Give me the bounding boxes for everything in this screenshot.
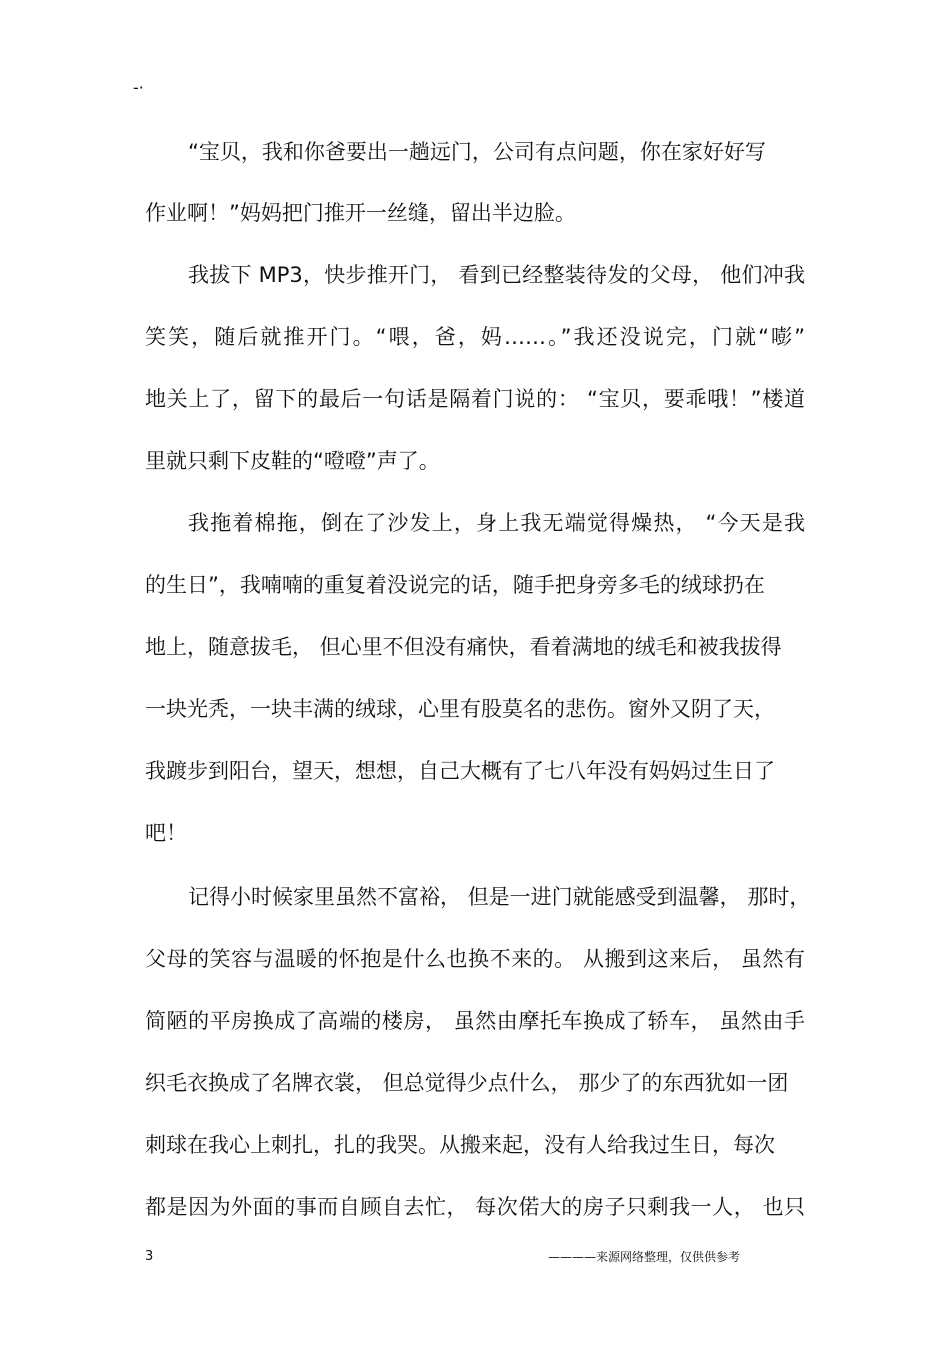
text-line-11: 我踱步到阳台，望天，想想，自己大概有了七八年没有妈妈过生日了 [145, 759, 775, 783]
footer-note: ————来源网络整理，仅供供参考 [548, 1250, 741, 1264]
text-line-18: 都是因为外面的事而自顾自去忙， 每次偌大的房子只剩我一人， 也只 [145, 1195, 805, 1219]
text-line-6: 里就只剩下皮鞋的“噔噔”声了。 [145, 449, 440, 473]
text-line-9: 地上，随意拔毛， 但心里不但没有痛快，看着满地的绒毛和被我拔得 [145, 635, 782, 659]
text-line-2: 作业啊！”妈妈把门推开一丝缝，留出半边脸。 [145, 201, 576, 225]
text-line-17: 刺球在我心上刺扎，扎的我哭。从搬来起，没有人给我过生日，每次 [145, 1133, 775, 1157]
text-line-16: 织毛衣换成了名牌衣裳， 但总觉得少点什么， 那少了的东西犹如一团 [145, 1071, 789, 1095]
text-line-1: “宝贝，我和你爸要出一趟远门，公司有点问题，你在家好好写 [188, 140, 766, 164]
text-line-12: 吧！ [145, 821, 187, 845]
text-line-5: 地关上了，留下的最后一句话是隔着门说的： “宝贝，要乖哦！”楼道 [145, 387, 805, 411]
text-line-15: 简陋的平房换成了高端的楼房， 虽然由摩托车换成了轿车， 虽然由手 [145, 1009, 805, 1033]
text-line-13: 记得小时候家里虽然不富裕， 但是一进门就能感受到温馨， 那时， [188, 885, 811, 909]
text-line-14: 父母的笑容与温暖的怀抱是什么也换不来的。 从搬到这来后， 虽然有 [145, 947, 805, 971]
text-line-10: 一块光秃，一块丰满的绒球，心里有股莫名的悲伤。窗外又阴了天， [145, 697, 775, 721]
text-line-4: 笑笑，随后就推开门。“喂，爸，妈……。”我还没说完，门就“嘭” [145, 325, 805, 349]
text-line-8: 的生日”，我喃喃的重复着没说完的话，随手把身旁多毛的绒球扔在 [145, 573, 765, 597]
page-number: 3 [145, 1249, 154, 1264]
text-line-3: 我拔下 MP3，快步推开门， 看到已经整装待发的父母， 他们冲我 [188, 263, 805, 287]
text-line-7: 我拖着棉拖，倒在了沙发上，身上我无端觉得燥热， “今天是我 [188, 511, 805, 535]
header-mark: -· [133, 78, 144, 97]
